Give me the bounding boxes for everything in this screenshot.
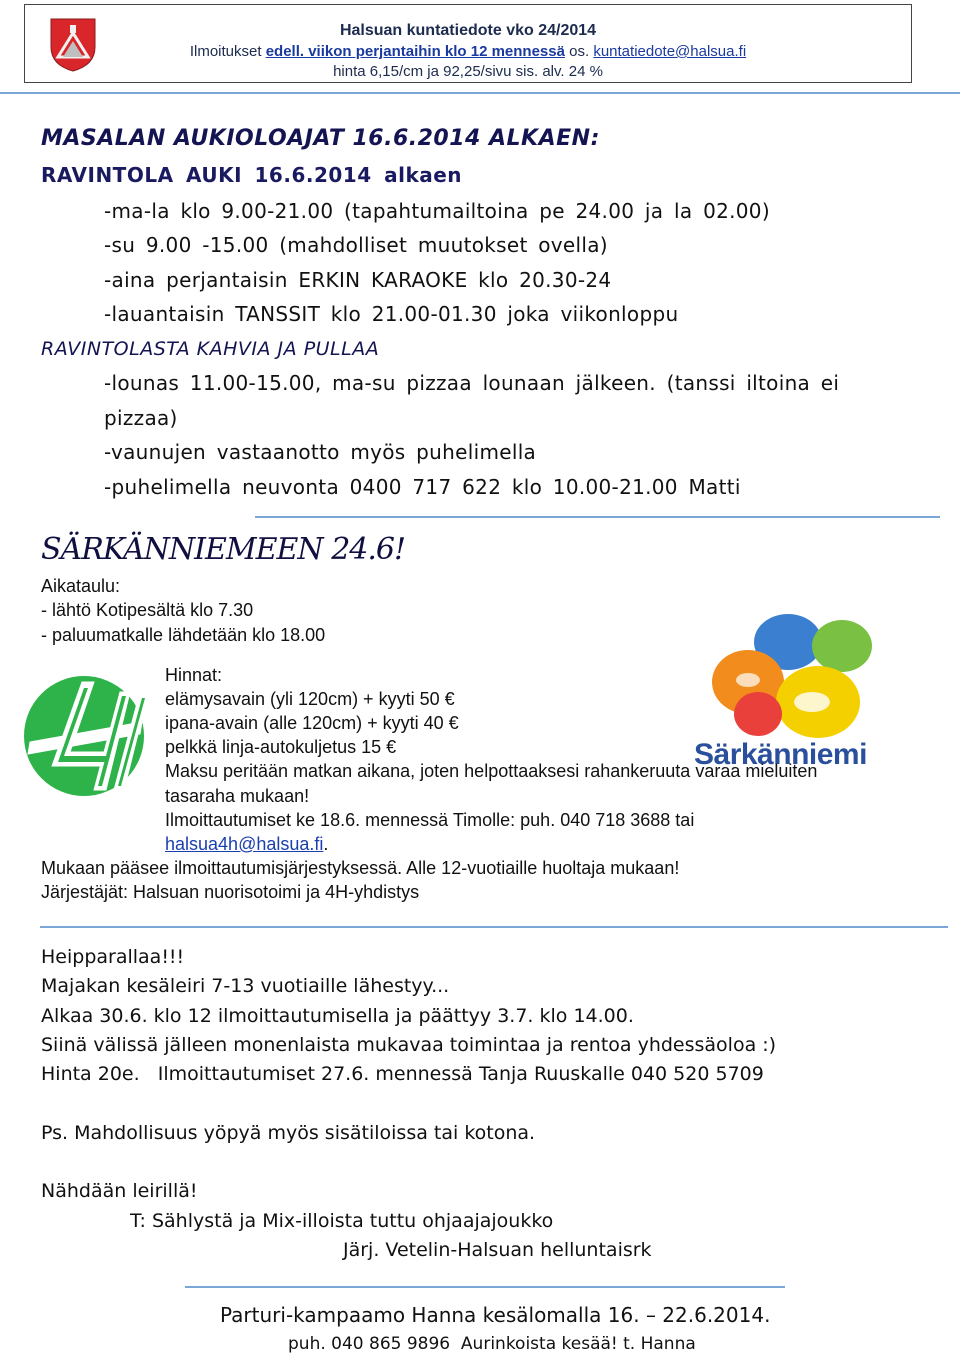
signup-email-line: halsua4h@halsua.fi.: [165, 834, 329, 854]
camp-line: Siinä välissä jälleen monenlaista mukavaa toimintaa ja rentoa yhdessäoloa :): [41, 1034, 777, 1056]
camp-signed: T: Sählystä ja Mix-illoista tuttu ohjaajajoukko: [130, 1210, 554, 1232]
payment-line-cont: tasaraha mukaan!: [165, 786, 310, 806]
camp-line: Majakan kesäleiri 7-13 vuotiaille lähestyy...: [41, 975, 450, 997]
hours-line: -su 9.00 -15.00 (mahdolliset muutokset ovella): [104, 233, 608, 257]
phone-line: -puhelimella neuvonta 0400 717 622 klo 10.00-21.00 Matti: [104, 475, 741, 499]
section-divider: [40, 926, 948, 928]
restaurant-heading: RAVINTOLA AUKI 16.6.2014 alkaen: [41, 163, 463, 187]
hours-line: -aina perjantaisin ERKIN KARAOKE klo 20.30-24: [104, 268, 612, 292]
logo-4h: [22, 672, 152, 800]
organizers-line: Järjestäjät: Halsuan nuorisotoimi ja 4H-yhdistys: [41, 882, 420, 902]
hours-line: -lauantaisin TANSSIT klo 21.00-01.30 joka viikonloppu: [104, 302, 679, 326]
price-line: pelkkä linja-autokuljetus 15 €: [165, 737, 397, 757]
payment-line: Maksu peritään matkan aikana, joten helpottaaksesi rahankeruuta varaa mieluiten: [165, 761, 818, 781]
bulletin-title: Halsuan kuntatiedote vko 24/2014: [339, 22, 597, 39]
coffee-heading: RAVINTOLASTA KAHVIA JA PULLAA: [41, 338, 380, 360]
section-divider: [185, 1286, 785, 1288]
camp-line: Hinta 20e. Ilmoittautumiset 27.6. mennessä Tanja Ruuskalle 040 520 5709: [41, 1063, 764, 1085]
notice-email-link[interactable]: kuntatiedote@halsua.fi: [593, 43, 747, 60]
lunch-line-cont: pizzaa): [104, 406, 178, 430]
camp-organizer: Järj. Vetelin-Halsuan helluntaisrk: [343, 1239, 652, 1261]
masala-title: MASALAN AUKIOLOAJAT 16.6.2014 ALKAEN:: [41, 126, 600, 151]
header-box: [24, 4, 912, 83]
return-line: - paluumatkalle lähdetään klo 18.00: [41, 625, 326, 645]
price-line: elämysavain (yli 120cm) + kyyti 50 €: [165, 689, 455, 709]
lunch-line: -lounas 11.00-15.00, ma-su pizzaa lounaan jälkeen. (tanssi iltoina ei: [104, 371, 840, 395]
price-line: ipana-avain (alle 120cm) + kyyti 40 €: [165, 713, 459, 733]
footer-line-2: puh. 040 865 9896 Aurinkoista kesää! t. Hanna: [288, 1334, 696, 1354]
departure-line: - lähtö Kotipesältä klo 7.30: [41, 600, 254, 620]
camp-line: Heipparallaa!!!: [41, 946, 185, 968]
signup-email-link[interactable]: halsua4h@halsua.fi: [165, 834, 324, 854]
section-divider: [255, 516, 940, 518]
logo-sarkanniemi: [692, 606, 892, 786]
order-line: Mukaan pääsee ilmoittautumisjärjestyksessä. Alle 12-vuotiaille huoltaja mukaan!: [41, 858, 680, 878]
park-logo-text: Särkänniemi: [694, 738, 867, 771]
schedule-label: Aikataulu:: [41, 576, 121, 596]
sarkanniemi-title: SÄRKÄNNIEMEEN 24.6!: [41, 532, 406, 567]
signup-line: Ilmoittautumiset ke 18.6. mennessä Timolle: puh. 040 718 3688 tai: [165, 810, 695, 830]
header-divider: [0, 92, 960, 94]
camp-ps: Ps. Mahdollisuus yöpyä myös sisätiloissa tai kotona.: [41, 1122, 536, 1144]
hours-line: -ma-la klo 9.00-21.00 (tapahtumailtoina pe 24.00 ja la 02.00): [104, 199, 770, 223]
camp-line: Alkaa 30.6. klo 12 ilmoittautumisella ja päättyy 3.7. klo 14.00.: [41, 1005, 634, 1027]
price-line: hinta 6,15/cm ja 92,25/sivu sis. alv. 24 %: [333, 63, 603, 80]
notice-line: Ilmoitukset edell. viikon perjantaihin klo 12 mennessä os. kuntatiedote@halsua.fi: [189, 43, 747, 60]
prams-line: -vaunujen vastaanotto myös puhelimella: [104, 440, 537, 464]
prices-label: Hinnat:: [165, 665, 223, 685]
camp-see-you: Nähdään leirillä!: [41, 1180, 198, 1202]
footer-line-1: Parturi-kampaamo Hanna kesälomalla 16. – 22.6.2014.: [220, 1303, 771, 1327]
